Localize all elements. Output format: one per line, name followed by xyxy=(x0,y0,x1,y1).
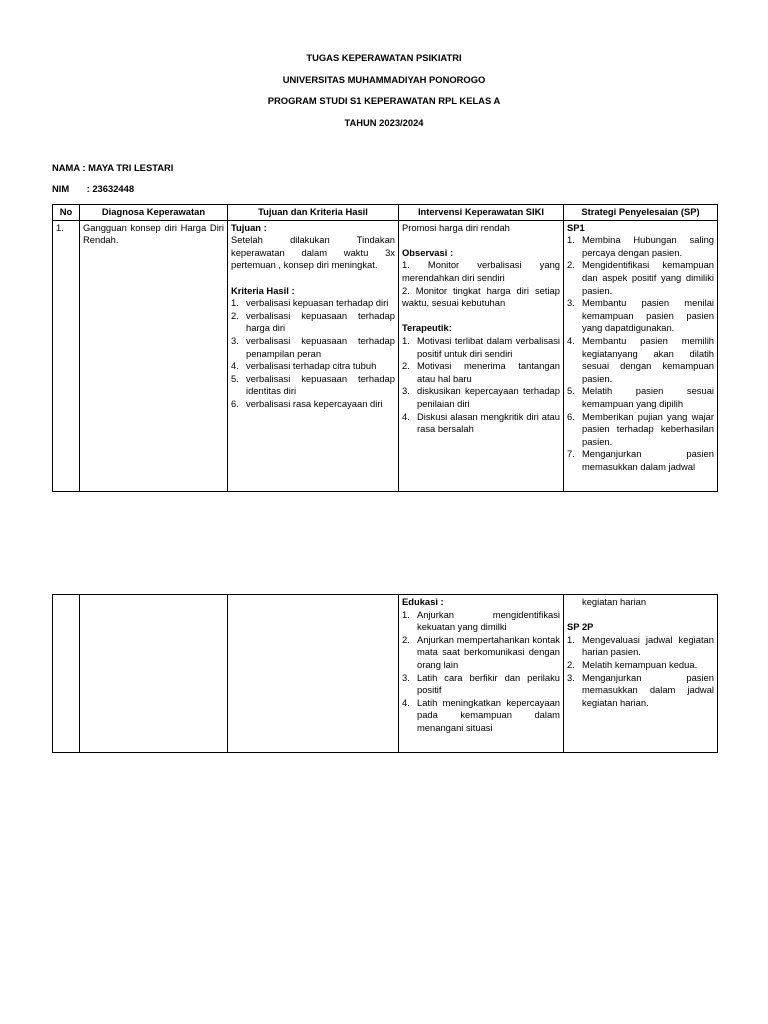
list-item: 5. verbalisasi kepuasaan terhadap identitas diri xyxy=(231,372,395,397)
cell-tujuan xyxy=(228,220,399,491)
cell-intervensi xyxy=(399,220,564,491)
header-no: No xyxy=(53,205,80,221)
terapeutik-title: Terapeutik: xyxy=(402,322,452,334)
list-item: 3. diskusikan kepercayaan terhadap penilaian diri xyxy=(402,385,560,409)
list-item: 2. Melatih kemampuan kedua. xyxy=(567,658,698,670)
edukasi-list xyxy=(402,609,560,735)
list-item: 2. Mengidentifikasi kemampuan dan aspek positif yang dimiliki pasien. xyxy=(567,259,714,296)
header-diagnosa: Diagnosa Keperawatan xyxy=(80,205,228,221)
cell-strategi xyxy=(564,220,718,491)
kriteria-title: Kriteria Hasil : xyxy=(231,284,295,296)
list-item: 1. Anjurkan mengidentifikasi kekuatan yang dimilki xyxy=(402,608,560,633)
list-item: 6. verbalisasi rasa kepercayaan diri xyxy=(231,397,383,409)
sp2-title: SP 2P xyxy=(567,621,594,633)
list-item: 3. Menganjurkan pasien memasukkan dalam jadwal kegiatan harian. xyxy=(567,671,714,708)
list-item: 6. Memberikan pujian yang wajar pasien terhadap keberhasilan pasien. xyxy=(567,410,714,447)
sp1-continuation: kegiatan harian xyxy=(582,596,647,607)
table-header-row xyxy=(53,205,718,221)
cell-edukasi xyxy=(399,595,564,753)
nim-label: NIM xyxy=(52,183,70,194)
list-item: 2. verbalisasi kepuasaan terhadap harga diri xyxy=(231,309,395,334)
intervensi-title: Promosi harga diri rendah xyxy=(402,221,510,233)
header-program: PROGRAM STUDI S1 KEPERAWATAN RPL KELAS A xyxy=(267,95,501,106)
list-item: 1. Membina Hubungan saling percaya dengan pasien. xyxy=(567,234,714,258)
cell-diagnosa-empty xyxy=(80,595,228,753)
care-plan-table xyxy=(52,204,718,492)
kriteria-list xyxy=(231,297,395,410)
list-item: 3. Latih cara berfikir dan perilaku positif xyxy=(402,671,560,696)
sp2-list xyxy=(567,634,714,710)
list-item: 7. Menganjurkan pasien memasukkan dalam jadwal xyxy=(567,448,714,472)
document-header xyxy=(0,52,768,138)
list-item: 4. Latih meningkatkan kepercayaan pada kemampuan dalam menangani situasi xyxy=(402,696,560,733)
table-row xyxy=(53,595,718,753)
list-item: 2. Motivasi menerima tantangan atau hal baru xyxy=(402,360,560,384)
list-item: 4. Diskusi alasan mengkritik diri atau rasa bersalah xyxy=(402,410,560,435)
name-label: NAMA xyxy=(52,162,80,173)
tujuan-text: Setelah dilakukan Tindakan keperawatan dalam waktu 3x pertemuan , konsep diri meningkat. xyxy=(231,234,395,271)
observasi-title: Observasi : xyxy=(402,246,454,258)
header-intervensi: Intervensi Keperawatan SIKI xyxy=(399,205,564,221)
list-item: 4. Membantu pasien memilih kegiatanyang akan dilatih sesuai dengan kemampuan pasien. xyxy=(567,334,714,384)
cell-tujuan-empty xyxy=(228,595,399,753)
list-item: 1. Motivasi terlibat dalam verbalisasi positif untuk diri sendiri xyxy=(402,334,560,359)
sp1-list xyxy=(567,234,714,473)
care-plan-table-continued xyxy=(52,594,718,753)
header-year: TAHUN 2023/2024 xyxy=(344,116,424,128)
cell-no: 1. xyxy=(53,220,80,491)
cell-no-empty xyxy=(53,595,80,753)
cell-strategi-continued xyxy=(564,595,718,753)
list-item: 4. verbalisasi terhadap citra tubuh xyxy=(231,360,377,372)
list-item: 5. Melatih pasien sesuai kemampuan yang dipilih xyxy=(567,385,714,409)
cell-diagnosa: Gangguan konsep diri Harga Diri Rendah. xyxy=(80,220,228,491)
list-item: 2. Anjurkan mempertahankan kontak mata saat berkomunikasi dengan orang lain xyxy=(402,633,560,670)
header-course: TUGAS KEPERAWATAN PSIKIATRI xyxy=(306,52,462,63)
edukasi-title: Edukasi : xyxy=(402,596,444,607)
observasi-item: 2. Monitor tingkat harga diri setiap waktu, sesuai kebutuhan xyxy=(402,284,560,309)
name-value: : MAYA TRI LESTARI xyxy=(82,162,174,173)
header-tujuan: Tujuan dan Kriteria Hasil xyxy=(228,205,399,221)
observasi-item: 1. Monitor verbalisasi yang merendahkan diri sendiri xyxy=(402,259,560,283)
student-name xyxy=(52,162,173,175)
table-row xyxy=(53,220,718,491)
tujuan-title: Tujuan : xyxy=(231,221,267,233)
terapeutik-list xyxy=(402,335,560,436)
list-item: 3. verbalisasi kepuasaan terhadap penampilan peran xyxy=(231,334,395,359)
header-university: UNIVERSITAS MUHAMMADIYAH PONOROGO xyxy=(282,73,486,85)
student-nim xyxy=(52,183,134,196)
list-item: 1. Mengevaluasi jadwal kegiatan harian pasien. xyxy=(567,633,714,658)
sp1-title: SP1 xyxy=(567,221,585,233)
list-item: 1. verbalisasi kepuasan terhadap diri xyxy=(231,297,389,309)
list-item: 3. Membantu pasien menilai kemampuan pasien pasien yang dapatdigunakan. xyxy=(567,297,714,334)
header-strategi: Strategi Penyelesaian (SP) xyxy=(564,205,718,221)
nim-value: : 23632448 xyxy=(86,183,135,194)
